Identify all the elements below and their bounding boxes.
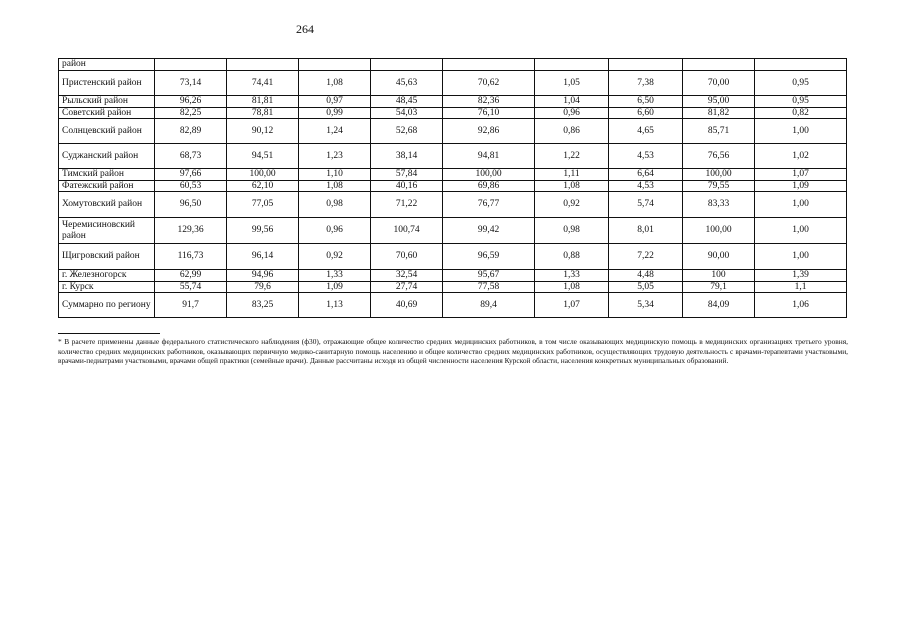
value-cell: 5,74 xyxy=(609,192,683,218)
value-cell: 94,81 xyxy=(443,144,535,169)
value-cell: 5,05 xyxy=(609,281,683,293)
value-cell: 1,06 xyxy=(755,293,847,318)
value-cell: 77,58 xyxy=(443,281,535,293)
value-cell: 0,86 xyxy=(535,119,609,144)
value-cell: 60,53 xyxy=(155,180,227,192)
table-row xyxy=(59,281,847,293)
value-cell: 83,33 xyxy=(683,192,755,218)
value-cell: 38,14 xyxy=(371,144,443,169)
value-cell xyxy=(755,59,847,71)
region-name-cell: Фатежский район xyxy=(59,180,155,192)
value-cell: 94,96 xyxy=(227,270,299,282)
value-cell: 96,50 xyxy=(155,192,227,218)
value-cell: 1,08 xyxy=(535,180,609,192)
table-row xyxy=(59,59,847,71)
value-cell: 0,92 xyxy=(535,192,609,218)
table-row xyxy=(59,244,847,270)
value-cell: 91,7 xyxy=(155,293,227,318)
table-row xyxy=(59,293,847,318)
value-cell xyxy=(227,59,299,71)
value-cell: 96,14 xyxy=(227,244,299,270)
value-cell: 1,02 xyxy=(755,144,847,169)
value-cell: 100 xyxy=(683,270,755,282)
value-cell: 76,10 xyxy=(443,107,535,119)
region-name-cell: Тимский район xyxy=(59,169,155,181)
value-cell: 1,07 xyxy=(755,169,847,181)
value-cell: 4,53 xyxy=(609,180,683,192)
value-cell: 45,63 xyxy=(371,71,443,96)
table-row xyxy=(59,71,847,96)
value-cell: 1,08 xyxy=(535,281,609,293)
value-cell: 6,50 xyxy=(609,96,683,108)
value-cell: 1,08 xyxy=(299,71,371,96)
region-name-cell: Солнцевский район xyxy=(59,119,155,144)
region-name-cell: Черемисиновский район xyxy=(59,218,155,244)
value-cell: 0,95 xyxy=(755,71,847,96)
table-row xyxy=(59,119,847,144)
table-row xyxy=(59,144,847,169)
value-cell: 100,00 xyxy=(683,169,755,181)
value-cell: 76,56 xyxy=(683,144,755,169)
value-cell: 6,64 xyxy=(609,169,683,181)
value-cell: 57,84 xyxy=(371,169,443,181)
footnote-text: * В расчете применены данные федерального статистического наблюдения (ф30), отражающие общее количество средних медицинских работников, в том числе оказывающих медицинскую помощь в медицинских организациях третьего уровня, количество средних медицинских работников, оказывающих первичную медико-санитарную помощь населению и общее количество средних медицинских работников, осуществляющих трудовую деятельность с врачами-терапевтами участковыми, врачами-педиатрами участковыми, врачами общей практики (семейные врачи). Данные рассчитаны исходя из общей численности населения Курской области, населения конкретных муниципальных образований. xyxy=(58,337,848,366)
value-cell: 1,22 xyxy=(535,144,609,169)
region-name-cell: Рыльский район xyxy=(59,96,155,108)
value-cell: 4,48 xyxy=(609,270,683,282)
statistics-table xyxy=(58,58,847,318)
region-name-cell: Пристенский район xyxy=(59,71,155,96)
value-cell: 82,36 xyxy=(443,96,535,108)
region-name-cell: район xyxy=(59,59,155,71)
value-cell: 1,04 xyxy=(535,96,609,108)
value-cell xyxy=(609,59,683,71)
value-cell: 99,42 xyxy=(443,218,535,244)
table-body xyxy=(59,59,847,318)
value-cell: 1,11 xyxy=(535,169,609,181)
value-cell: 8,01 xyxy=(609,218,683,244)
value-cell: 1,00 xyxy=(755,119,847,144)
value-cell: 82,89 xyxy=(155,119,227,144)
value-cell: 1,24 xyxy=(299,119,371,144)
value-cell: 1,33 xyxy=(535,270,609,282)
value-cell: 70,62 xyxy=(443,71,535,96)
value-cell: 1,39 xyxy=(755,270,847,282)
value-cell: 0,98 xyxy=(535,218,609,244)
page-number: 264 xyxy=(296,22,314,36)
value-cell: 0,95 xyxy=(755,96,847,108)
value-cell: 73,14 xyxy=(155,71,227,96)
value-cell: 89,4 xyxy=(443,293,535,318)
value-cell: 48,45 xyxy=(371,96,443,108)
value-cell xyxy=(371,59,443,71)
value-cell: 62,10 xyxy=(227,180,299,192)
value-cell: 1,33 xyxy=(299,270,371,282)
value-cell: 100,00 xyxy=(227,169,299,181)
value-cell: 0,96 xyxy=(535,107,609,119)
value-cell: 0,99 xyxy=(299,107,371,119)
value-cell xyxy=(443,59,535,71)
value-cell: 81,81 xyxy=(227,96,299,108)
value-cell: 76,77 xyxy=(443,192,535,218)
value-cell: 62,99 xyxy=(155,270,227,282)
value-cell: 55,74 xyxy=(155,281,227,293)
value-cell xyxy=(535,59,609,71)
value-cell: 68,73 xyxy=(155,144,227,169)
region-name-cell: Советский район xyxy=(59,107,155,119)
table-row xyxy=(59,218,847,244)
value-cell: 70,00 xyxy=(683,71,755,96)
value-cell: 1,00 xyxy=(755,244,847,270)
region-name-cell: Суммарно по региону xyxy=(59,293,155,318)
value-cell: 0,96 xyxy=(299,218,371,244)
value-cell: 1,09 xyxy=(755,180,847,192)
value-cell: 0,88 xyxy=(535,244,609,270)
value-cell xyxy=(299,59,371,71)
region-name-cell: г. Курск xyxy=(59,281,155,293)
value-cell: 81,82 xyxy=(683,107,755,119)
region-name-cell: г. Железногорск xyxy=(59,270,155,282)
value-cell: 97,66 xyxy=(155,169,227,181)
value-cell: 7,22 xyxy=(609,244,683,270)
value-cell: 1,08 xyxy=(299,180,371,192)
value-cell: 95,67 xyxy=(443,270,535,282)
value-cell xyxy=(155,59,227,71)
value-cell: 95,00 xyxy=(683,96,755,108)
value-cell: 129,36 xyxy=(155,218,227,244)
value-cell: 0,97 xyxy=(299,96,371,108)
value-cell: 100,00 xyxy=(683,218,755,244)
value-cell: 4,53 xyxy=(609,144,683,169)
value-cell: 77,05 xyxy=(227,192,299,218)
value-cell: 7,38 xyxy=(609,71,683,96)
value-cell: 84,09 xyxy=(683,293,755,318)
value-cell: 1,05 xyxy=(535,71,609,96)
region-name-cell: Хомутовский район xyxy=(59,192,155,218)
value-cell: 32,54 xyxy=(371,270,443,282)
value-cell: 78,81 xyxy=(227,107,299,119)
value-cell: 1,10 xyxy=(299,169,371,181)
table-row xyxy=(59,192,847,218)
value-cell: 79,1 xyxy=(683,281,755,293)
value-cell: 0,82 xyxy=(755,107,847,119)
value-cell: 40,16 xyxy=(371,180,443,192)
value-cell: 79,6 xyxy=(227,281,299,293)
value-cell: 71,22 xyxy=(371,192,443,218)
value-cell: 6,60 xyxy=(609,107,683,119)
value-cell: 83,25 xyxy=(227,293,299,318)
value-cell: 1,07 xyxy=(535,293,609,318)
value-cell: 1,00 xyxy=(755,218,847,244)
value-cell: 0,92 xyxy=(299,244,371,270)
value-cell: 70,60 xyxy=(371,244,443,270)
value-cell: 69,86 xyxy=(443,180,535,192)
value-cell xyxy=(683,59,755,71)
value-cell: 90,00 xyxy=(683,244,755,270)
value-cell: 1,13 xyxy=(299,293,371,318)
value-cell: 96,59 xyxy=(443,244,535,270)
region-name-cell: Щигровский район xyxy=(59,244,155,270)
value-cell: 1,00 xyxy=(755,192,847,218)
value-cell: 27,74 xyxy=(371,281,443,293)
value-cell: 79,55 xyxy=(683,180,755,192)
region-name-cell: Суджанский район xyxy=(59,144,155,169)
table-row xyxy=(59,107,847,119)
table-row xyxy=(59,96,847,108)
value-cell: 4,65 xyxy=(609,119,683,144)
value-cell: 94,51 xyxy=(227,144,299,169)
table-row xyxy=(59,180,847,192)
value-cell: 1,09 xyxy=(299,281,371,293)
value-cell: 100,74 xyxy=(371,218,443,244)
value-cell: 96,26 xyxy=(155,96,227,108)
value-cell: 40,69 xyxy=(371,293,443,318)
value-cell: 0,98 xyxy=(299,192,371,218)
value-cell: 99,56 xyxy=(227,218,299,244)
value-cell: 5,34 xyxy=(609,293,683,318)
value-cell: 54,03 xyxy=(371,107,443,119)
value-cell: 116,73 xyxy=(155,244,227,270)
value-cell: 85,71 xyxy=(683,119,755,144)
value-cell: 1,23 xyxy=(299,144,371,169)
value-cell: 100,00 xyxy=(443,169,535,181)
value-cell: 52,68 xyxy=(371,119,443,144)
value-cell: 1,1 xyxy=(755,281,847,293)
value-cell: 92,86 xyxy=(443,119,535,144)
value-cell: 82,25 xyxy=(155,107,227,119)
table-row xyxy=(59,270,847,282)
value-cell: 90,12 xyxy=(227,119,299,144)
footnote-divider xyxy=(58,333,160,334)
table-row xyxy=(59,169,847,181)
value-cell: 74,41 xyxy=(227,71,299,96)
